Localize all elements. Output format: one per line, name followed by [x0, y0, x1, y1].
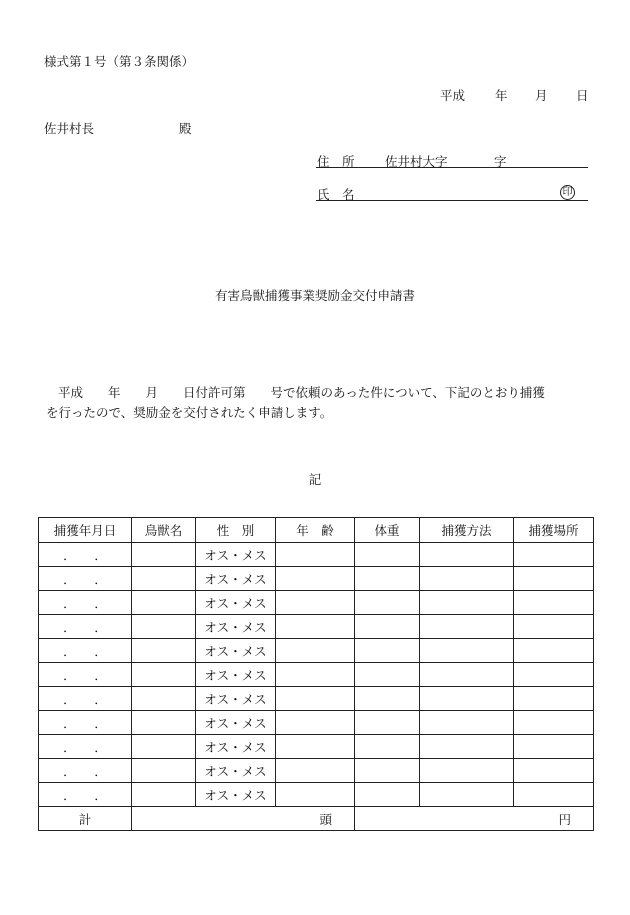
sex-cell[interactable]: オス・メス	[196, 783, 276, 807]
method-cell[interactable]	[420, 591, 514, 615]
sex-cell[interactable]: オス・メス	[196, 759, 276, 783]
date-cell[interactable]: ． ．	[39, 615, 132, 639]
species-cell[interactable]	[132, 615, 196, 639]
date-cell[interactable]: ． ．	[39, 687, 132, 711]
location-cell[interactable]	[514, 735, 594, 759]
location-cell[interactable]	[514, 711, 594, 735]
date-cell[interactable]: ． ．	[39, 591, 132, 615]
weight-cell[interactable]	[355, 687, 420, 711]
age-cell[interactable]	[276, 567, 355, 591]
method-cell[interactable]	[420, 639, 514, 663]
age-cell[interactable]	[276, 759, 355, 783]
age-cell[interactable]	[276, 591, 355, 615]
table-row	[39, 639, 594, 663]
weight-cell[interactable]	[355, 759, 420, 783]
capture-table	[38, 517, 594, 831]
date-era: 平成	[440, 88, 466, 103]
table-row	[39, 711, 594, 735]
table-header-row	[39, 518, 594, 543]
weight-cell[interactable]	[355, 639, 420, 663]
table-row	[39, 687, 594, 711]
body-line-1: 平成 年 月 日付許可第 号で依頼のあった件について、下記のとおり捕獲	[58, 385, 545, 400]
record-mark: 記	[308, 472, 322, 487]
age-cell[interactable]	[276, 711, 355, 735]
method-cell[interactable]	[420, 759, 514, 783]
address-label: 住 所	[317, 154, 355, 169]
weight-cell[interactable]	[355, 591, 420, 615]
table-row	[39, 663, 594, 687]
weight-cell[interactable]	[355, 711, 420, 735]
species-cell[interactable]	[132, 687, 196, 711]
name-underline	[316, 200, 588, 201]
header-species: 鳥獣名	[132, 518, 196, 543]
address-value: 佐井村大字	[385, 154, 448, 169]
species-cell[interactable]	[132, 543, 196, 567]
sex-cell[interactable]: オス・メス	[196, 663, 276, 687]
header-location: 捕獲場所	[514, 518, 594, 543]
date-day: 日	[576, 88, 589, 103]
weight-cell[interactable]	[355, 663, 420, 687]
address-suffix: 字	[494, 154, 507, 169]
seal-mark: 印	[560, 185, 575, 200]
age-cell[interactable]	[276, 687, 355, 711]
body-paragraph	[46, 383, 591, 423]
location-cell[interactable]	[514, 615, 594, 639]
age-cell[interactable]	[276, 639, 355, 663]
body-line-2: を行ったので、奨励金を交付されたく申請します。	[46, 405, 333, 420]
species-cell[interactable]	[132, 711, 196, 735]
table-row	[39, 567, 594, 591]
date-cell[interactable]: ． ．	[39, 639, 132, 663]
weight-cell[interactable]	[355, 615, 420, 639]
address-underline	[316, 167, 588, 168]
method-cell[interactable]	[420, 711, 514, 735]
species-cell[interactable]	[132, 759, 196, 783]
location-cell[interactable]	[514, 759, 594, 783]
table-row	[39, 735, 594, 759]
method-cell[interactable]	[420, 543, 514, 567]
header-capture-date: 捕獲年月日	[39, 518, 132, 543]
date-cell[interactable]: ． ．	[39, 543, 132, 567]
sex-cell[interactable]: オス・メス	[196, 615, 276, 639]
age-cell[interactable]	[276, 783, 355, 807]
age-cell[interactable]	[276, 543, 355, 567]
total-row	[39, 807, 594, 831]
sex-cell[interactable]: オス・メス	[196, 711, 276, 735]
table-row	[39, 615, 594, 639]
date-cell[interactable]: ． ．	[39, 735, 132, 759]
age-cell[interactable]	[276, 663, 355, 687]
date-cell[interactable]: ． ．	[39, 759, 132, 783]
header-method: 捕獲方法	[420, 518, 514, 543]
method-cell[interactable]	[420, 735, 514, 759]
weight-cell[interactable]	[355, 543, 420, 567]
age-cell[interactable]	[276, 735, 355, 759]
table-row	[39, 591, 594, 615]
species-cell[interactable]	[132, 735, 196, 759]
location-cell[interactable]	[514, 687, 594, 711]
date-year: 年	[495, 88, 508, 103]
header-sex: 性 別	[196, 518, 276, 543]
date-month: 月	[535, 88, 548, 103]
date-cell[interactable]: ． ．	[39, 783, 132, 807]
species-cell[interactable]	[132, 567, 196, 591]
species-cell[interactable]	[132, 591, 196, 615]
date-cell[interactable]: ． ．	[39, 711, 132, 735]
method-cell[interactable]	[420, 615, 514, 639]
method-cell[interactable]	[420, 783, 514, 807]
species-cell[interactable]	[132, 663, 196, 687]
sex-cell[interactable]: オス・メス	[196, 735, 276, 759]
weight-cell[interactable]	[355, 735, 420, 759]
total-amount[interactable]: 円	[355, 807, 594, 831]
table-row	[39, 783, 594, 807]
sex-cell[interactable]: オス・メス	[196, 567, 276, 591]
date-cell[interactable]: ． ．	[39, 567, 132, 591]
total-label: 計	[39, 807, 132, 831]
location-cell[interactable]	[514, 567, 594, 591]
location-cell[interactable]	[514, 783, 594, 807]
location-cell[interactable]	[514, 543, 594, 567]
location-cell[interactable]	[514, 591, 594, 615]
header-weight: 体重	[355, 518, 420, 543]
age-cell[interactable]	[276, 615, 355, 639]
sex-cell[interactable]: オス・メス	[196, 543, 276, 567]
weight-cell[interactable]	[355, 783, 420, 807]
species-cell[interactable]	[132, 783, 196, 807]
method-cell[interactable]	[420, 687, 514, 711]
location-cell[interactable]	[514, 663, 594, 687]
weight-cell[interactable]	[355, 567, 420, 591]
table-row	[39, 759, 594, 783]
location-cell[interactable]	[514, 639, 594, 663]
name-label: 氏 名	[317, 187, 355, 202]
form-number: 様式第１号（第３条関係）	[44, 54, 195, 69]
total-head-count[interactable]: 頭	[132, 807, 355, 831]
addressee-honorific: 殿	[179, 121, 192, 136]
sex-cell[interactable]: オス・メス	[196, 687, 276, 711]
species-cell[interactable]	[132, 639, 196, 663]
date-cell[interactable]: ． ．	[39, 663, 132, 687]
method-cell[interactable]	[420, 663, 514, 687]
addressee-name: 佐井村長	[44, 121, 95, 136]
header-age: 年 齢	[276, 518, 355, 543]
sex-cell[interactable]: オス・メス	[196, 639, 276, 663]
method-cell[interactable]	[420, 567, 514, 591]
sex-cell[interactable]: オス・メス	[196, 591, 276, 615]
document-title: 有害鳥獣捕獲事業奨励金交付申請書	[214, 288, 415, 303]
table-row	[39, 543, 594, 567]
